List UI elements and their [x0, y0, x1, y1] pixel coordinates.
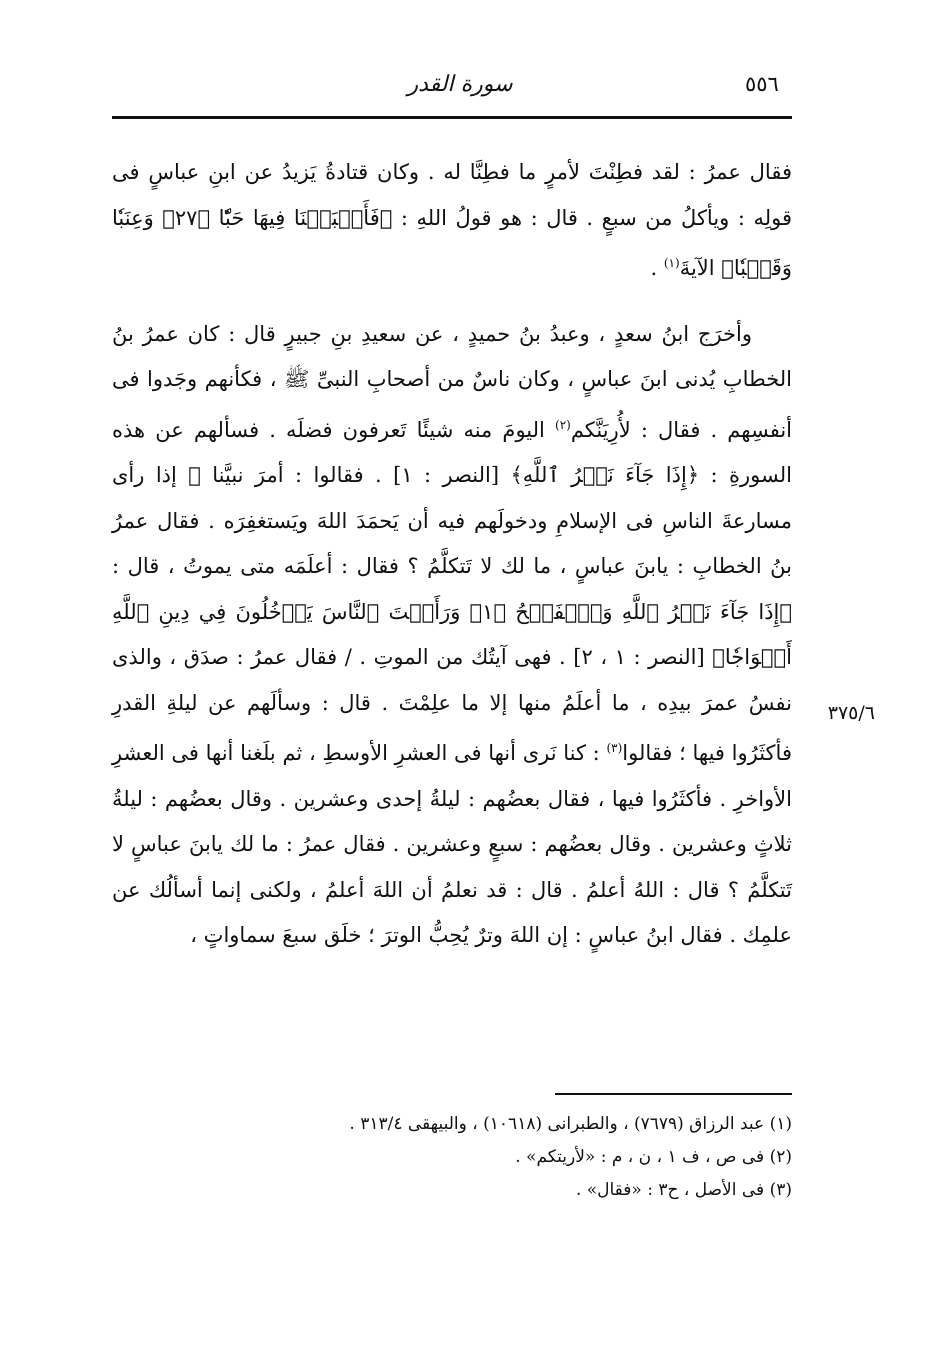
paragraph-2-text-c: : كنا نَرى أنها فى العشرِ الأوسطِ ، ثم بلَغنا أنها فى العشرِ الأواخرِ . فأكثَرُوا فيها ، فقال بعضُهم : ليلةُ إحدى وعشرين . وقال بعضُهم : ليلةُ ثلاثٍ وعشرين . وقال بعضُهم : سبعٍ وعشرين . فقال عمرُ : ما لك يابنَ عباسٍ لا تَتكلَّمُ ؟ قال : اللهُ أعلمُ . قال : قد نعلمُ أن اللهَ أعلمُ ، ولكنى إنما أسألُك عن علمِك . فقال ابنُ عباسٍ : إن اللهَ وترٌ يُحِبُّ الوترَ ؛ خلَق سبعَ سماواتٍ ،: [112, 741, 792, 947]
paragraph-1: [112, 150, 792, 292]
footnote-1: (١) عبد الرزاق (٧٦٧٩) ، والطبرانى (١٠٦١٨) ، والبيهقى ٣١٣/٤ .: [349, 1114, 792, 1134]
paragraph-2: [112, 312, 792, 959]
footnotes: [112, 1108, 792, 1207]
margin-note: ٣٧٥/٦: [827, 702, 875, 724]
footnote-ref-3: (٣): [606, 741, 623, 755]
footnote-3: (٣) فى الأصل ، ح٣ : «فقال» .: [575, 1180, 792, 1200]
paragraph-1-text: فقال عمرُ : لقد فطِنْتَ لأمرٍ ما فطِنَّا له . وكان قتادةُ يَزيدُ عن ابنِ عباسٍ فى قولِه : ويأكلُ من سبعٍ . قال : هو قولُ اللهِ : ﴿فَأَنۢبَتۡنَا فِيهَا حَبّٗا ﴿٢٧﴾ وَعِنَبٗا وَقَضۡبٗا﴾ الآيةَ: [112, 160, 793, 280]
body-text: [112, 150, 792, 959]
footnote-ref-1: (١): [663, 256, 680, 270]
paragraph-2-text-b: اليومَ منه شيئًا تَعرفون فضلَه . فسألهم عن هذه السورةِ : ﴿إِذَا جَآءَ نَصۡرُ ٱللَّهِ﴾ [النصر : ١] . فقالوا : أمرَ نبيَّنا ﷺ إذا رأى مسارعةَ الناسِ فى الإسلامِ ودخولَهم فيه أن يَحمَدَ اللهَ ويَستغفِرَه . فقال عمرُ بنُ الخطابِ : يابنَ عباسٍ ، ما لك لا تَتكلَّمُ ؟ فقال : أعلَمَه متى يموتُ ، قال : ﴿إِذَا جَآءَ نَصۡرُ ٱللَّهِ وَٱلۡفَتۡحُ ﴿١﴾ وَرَأَيۡتَ ٱلنَّاسَ يَدۡخُلُونَ فِي دِينِ ٱللَّهِ أَفۡوَاجٗا﴾ [النصر : ١ ، ٢] . فهى آيتُك من الموتِ . / فقال عمرُ : صدَق ، والذى نفسُ عمرَ بيدِه ، ما أعلَمُ منها إلا ما علِمْتَ . قال : وسألَهم عن ليلةِ القدرِ فأكثَرُوا فيها ؛ فقالوا: [112, 417, 792, 765]
running-head: سورة القدر: [407, 72, 513, 97]
footnote-2: (٢) فى ص ، ف ١ ، ن ، م : «لأريتكم» .: [515, 1147, 792, 1167]
paragraph-1-end: .: [650, 256, 664, 280]
footnote-ref-2: (٢): [555, 417, 571, 432]
page-number: ٥٥٦: [745, 72, 779, 96]
paragraph-2-text-a: وأخرَج ابنُ سعدٍ ، وعبدُ بنُ حميدٍ ، عن سعيدِ بنِ جبيرٍ قال : كان عمرُ بنُ الخطابِ يُدنى ابنَ عباسٍ ، وكان ناسٌ من أصحابِ النبىِّ ﷺ ، فكأنهم وجَدوا فى أنفسِهم . فقال : لأُرِيَنَّكم: [112, 321, 792, 442]
header-rule: [112, 116, 792, 119]
footnote-rule: [555, 1093, 792, 1095]
